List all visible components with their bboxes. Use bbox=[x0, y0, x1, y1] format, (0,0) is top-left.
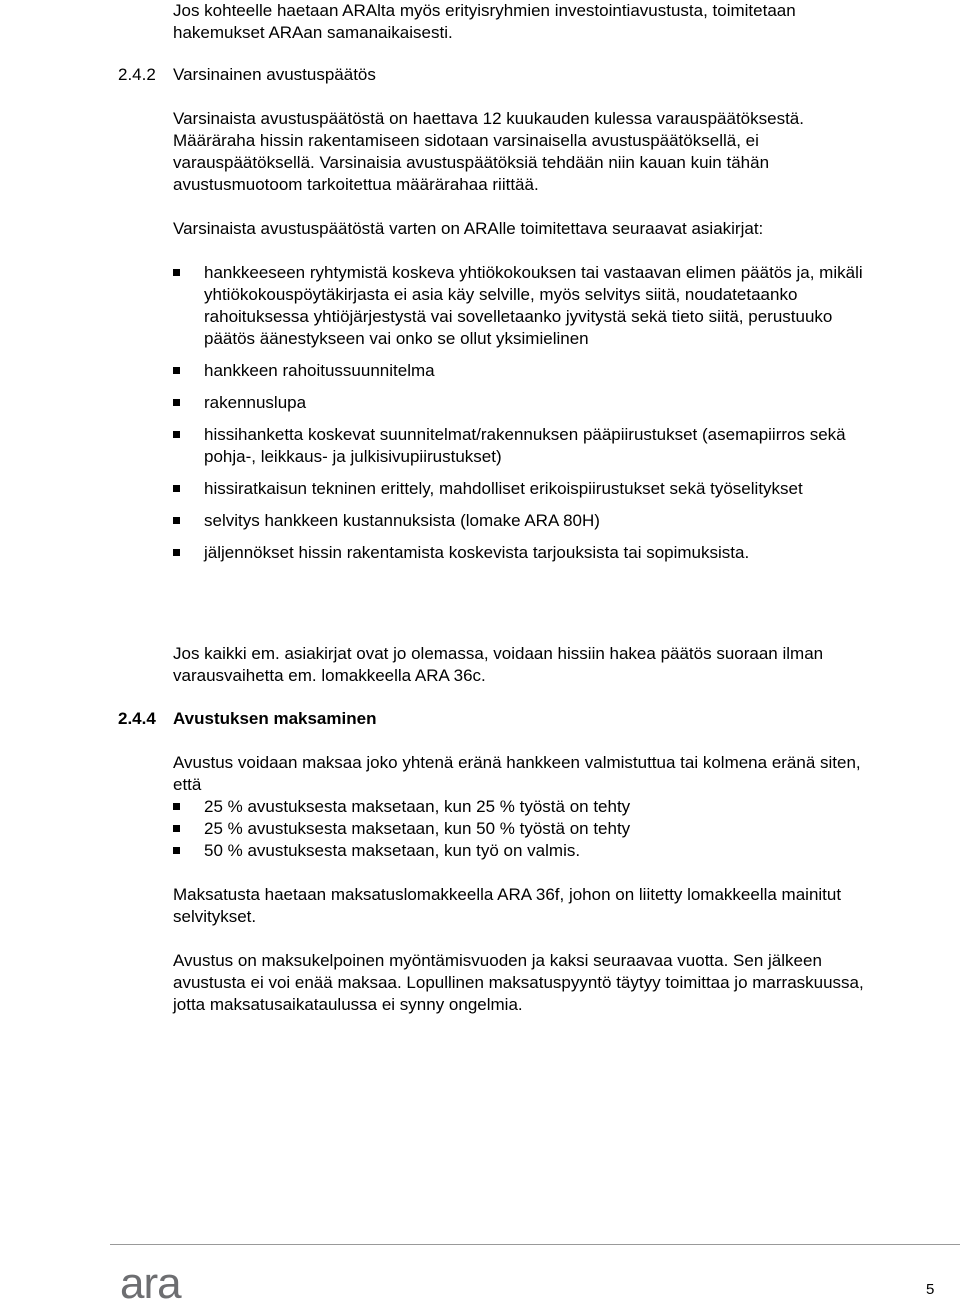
footer-divider bbox=[110, 1244, 960, 1245]
ara-logo bbox=[120, 1262, 200, 1304]
section-title: Varsinainen avustuspäätös bbox=[173, 65, 376, 84]
list-item: 25 % avustuksesta maksetaan, kun 50 % työstä on tehty bbox=[173, 818, 873, 840]
list-item: 25 % avustuksesta maksetaan, kun 25 % työstä on tehty bbox=[173, 796, 873, 818]
bullet-square-icon bbox=[173, 825, 180, 832]
list-item: hankkeeseen ryhtymistä koskeva yhtiökokouksen tai vastaavan elimen päätös ja, mikäli yhtiökokouspöytäkirjasta ei asia käy selville, myös selvitys siitä, noudatetaanko rahoituksessa yhtiöjärjestystä vai sovelletaanko jyvitystä sekä tieto siitä, perustuuko päätös äänestykseen vai onko se ollut yksimielinen bbox=[173, 262, 873, 350]
list-item: selvitys hankkeen kustannuksista (lomake ARA 80H) bbox=[173, 510, 873, 532]
payment-list bbox=[173, 796, 873, 862]
section-title: Avustuksen maksaminen bbox=[173, 709, 377, 728]
documents-list bbox=[173, 262, 873, 574]
bullet-square-icon bbox=[173, 847, 180, 854]
intro-paragraph: Jos kohteelle haetaan ARAlta myös erityisryhmien investointiavustusta, toimitetaan hakemukset ARAan samanaikaisesti. bbox=[173, 1, 796, 42]
list-item: hankkeen rahoitussuunnitelma bbox=[173, 360, 873, 382]
section-heading-2-4-2 bbox=[118, 64, 878, 86]
page-number: 5 bbox=[926, 1281, 935, 1298]
paragraph: Avustus voidaan maksaa joko yhtenä eränä hankkeen valmistuttua tai kolmena eränä siten, että bbox=[173, 753, 861, 794]
section-heading-2-4-4 bbox=[118, 708, 878, 730]
bullet-square-icon bbox=[173, 485, 180, 492]
section-number: 2.4.2 bbox=[118, 65, 156, 84]
paragraph: Varsinaista avustuspäätöstä on haettava 12 kuukauden kulessa varauspäätöksestä. Määräraha hissin rakentamiseen sidotaan varsinaisella avustuspäätöksellä, ei varauspäätöksellä. Varsinaisia avustuspäätöksiä tehdään niin kauan kuin tähän avustusmuotoom tarkoitettua määrärahaa riittää. bbox=[173, 109, 804, 194]
section-number: 2.4.4 bbox=[118, 709, 156, 728]
list-item: hissihanketta koskevat suunnitelmat/rakennuksen pääpiirustukset (asemapiirros sekä pohja-, leikkaus- ja julkisivupiirustukset) bbox=[173, 424, 873, 468]
logo-text: ara bbox=[120, 1262, 181, 1304]
list-item: rakennuslupa bbox=[173, 392, 873, 414]
list-item: jäljennökset hissin rakentamista koskevista tarjouksista tai sopimuksista. bbox=[173, 542, 873, 564]
bullet-square-icon bbox=[173, 367, 180, 374]
paragraph: Avustus on maksukelpoinen myöntämisvuoden ja kaksi seuraavaa vuotta. Sen jälkeen avustusta ei voi enää maksaa. Lopullinen maksatuspyyntö täytyy toimittaa jo marraskuussa, jotta maksatusaikataulussa ei synny ongelmia. bbox=[173, 951, 864, 1014]
paragraph: Varsinaista avustuspäätöstä varten on ARAlle toimitettava seuraavat asiakirjat: bbox=[173, 219, 764, 238]
bullet-square-icon bbox=[173, 399, 180, 406]
bullet-square-icon bbox=[173, 431, 180, 438]
bullet-square-icon bbox=[173, 517, 180, 524]
list-item: hissiratkaisun tekninen erittely, mahdolliset erikoispiirustukset sekä työselitykset bbox=[173, 478, 873, 500]
bullet-square-icon bbox=[173, 549, 180, 556]
paragraph: Maksatusta haetaan maksatuslomakkeella ARA 36f, johon on liitetty lomakkeella mainitut selvitykset. bbox=[173, 885, 842, 926]
bullet-square-icon bbox=[173, 803, 180, 810]
list-item: 50 % avustuksesta maksetaan, kun työ on valmis. bbox=[173, 840, 873, 862]
bullet-square-icon bbox=[173, 269, 180, 276]
paragraph: Jos kaikki em. asiakirjat ovat jo olemassa, voidaan hissiin hakea päätös suoraan ilman varausvaihetta em. lomakkeella ARA 36c. bbox=[173, 644, 824, 685]
